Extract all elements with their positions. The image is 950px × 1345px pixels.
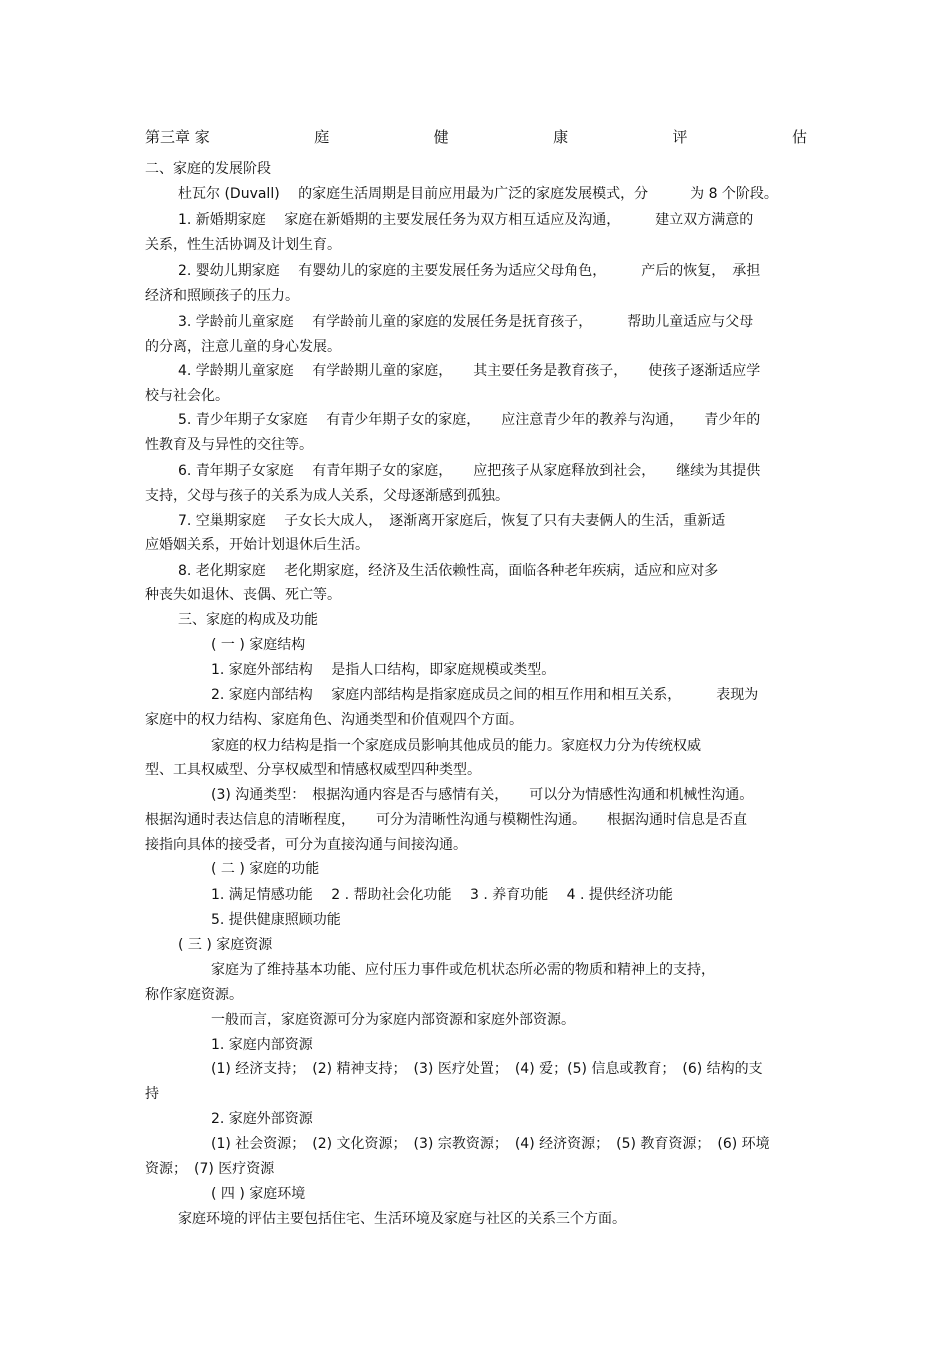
paragraph-line: (3) 沟通类型： 根据沟通内容是否与感情有关， 可以分为情感性沟通和机械性沟通。 xyxy=(211,787,754,803)
subsection-heading: ( 三 ) 家庭资源 xyxy=(178,937,273,953)
title-char: 估 xyxy=(791,128,807,146)
paragraph-line: 家庭为了维持基本功能、应付压力事件或危机状态所必需的物质和精神上的支持， xyxy=(211,962,715,978)
paragraph-line: 2. 家庭外部资源 xyxy=(211,1111,313,1127)
subsection-heading: ( 二 ) 家庭的功能 xyxy=(211,861,320,877)
paragraph-line: 家庭的权力结构是指一个家庭成员影响其他成员的能力。家庭权力分为传统权威 xyxy=(211,738,701,754)
subsection-heading: ( 一 ) 家庭结构 xyxy=(211,637,306,653)
paragraph-line: 4. 学龄期儿童家庭 有学龄期儿童的家庭， 其主要任务是教育孩子， 使孩子逐渐适应学 xyxy=(178,363,761,379)
paragraph-line: 经济和照顾孩子的压力。 xyxy=(145,288,299,304)
title-char: 评 xyxy=(672,128,688,146)
paragraph-line: 支持，父母与孩子的关系为成人关系，父母逐渐感到孤独。 xyxy=(145,488,509,504)
paragraph-line: 5. 青少年期子女家庭 有青少年期子女的家庭， 应注意青少年的教养与沟通， 青少年的 xyxy=(178,412,761,428)
paragraph-line: 6. 青年期子女家庭 有青年期子女的家庭， 应把孩子从家庭释放到社会， 继续为其提供 xyxy=(178,463,761,479)
subsection-heading: ( 四 ) 家庭环境 xyxy=(211,1186,306,1202)
paragraph-line: 7. 空巢期家庭 子女长大成人， 逐渐离开家庭后，恢复了只有夫妻俩人的生活，重新适 xyxy=(178,513,726,529)
paragraph-line: 型、工具权威型、分享权威型和情感权威型四种类型。 xyxy=(145,762,481,778)
paragraph-line: 接指向具体的接受者，可分为直接沟通与间接沟通。 xyxy=(145,837,467,853)
paragraph-line: 校与社会化。 xyxy=(145,388,229,404)
paragraph-line: 一般而言，家庭资源可分为家庭内部资源和家庭外部资源。 xyxy=(211,1012,575,1028)
paragraph-line: 称作家庭资源。 xyxy=(145,987,243,1003)
paragraph-line: 2. 家庭内部结构 家庭内部结构是指家庭成员之间的相互作用和相互关系， 表现为 xyxy=(211,687,759,703)
paragraph-line: 性教育及与异性的交往等。 xyxy=(145,437,313,453)
paragraph-line: 的分离，注意儿童的身心发展。 xyxy=(145,339,341,355)
paragraph-line: 持 xyxy=(145,1086,159,1102)
paragraph-line: 1. 家庭内部资源 xyxy=(211,1037,313,1053)
paragraph-line: 1. 家庭外部结构 是指人口结构，即家庭规模或类型。 xyxy=(211,662,556,678)
paragraph-line: 1. 新婚期家庭 家庭在新婚期的主要发展任务为双方相互适应及沟通， 建立双方满意的 xyxy=(178,212,754,228)
title-char: 第三章 家 xyxy=(145,128,210,146)
section-heading: 三、家庭的构成及功能 xyxy=(178,612,318,628)
paragraph-line: 5. 提供健康照顾功能 xyxy=(211,912,341,928)
paragraph-line: 家庭环境的评估主要包括住宅、生活环境及家庭与社区的关系三个方面。 xyxy=(178,1211,626,1227)
title-char: 康 xyxy=(553,128,569,146)
paragraph-line: 根据沟通时表达信息的清晰程度， 可分为清晰性沟通与模糊性沟通。 根据沟通时信息是否直 xyxy=(145,812,747,828)
paragraph-line: (1) 社会资源； (2) 文化资源； (3) 宗教资源； (4) 经济资源； (5) 教育资源； (6) 环境 xyxy=(211,1136,770,1152)
paragraph-line: 关系，性生活协调及计划生育。 xyxy=(145,237,341,253)
paragraph-line: 杜瓦尔 (Duvall) 的家庭生活周期是目前应用最为广泛的家庭发展模式，分 为 8 个阶段。 xyxy=(178,186,778,202)
paragraph-line: 资源； (7) 医疗资源 xyxy=(145,1161,275,1177)
title-char: 健 xyxy=(433,128,449,146)
chapter-title xyxy=(145,127,807,147)
paragraph-line: (1) 经济支持； (2) 精神支持； (3) 医疗处置； (4) 爱；(5) 信息或教育； (6) 结构的支 xyxy=(211,1061,763,1077)
paragraph-line: 3. 学龄前儿童家庭 有学龄前儿童的家庭的发展任务是抚育孩子， 帮助儿童适应与父母 xyxy=(178,314,754,330)
paragraph-line: 1. 满足情感功能 2 . 帮助社会化功能 3 . 养育功能 4 . 提供经济功能 xyxy=(211,887,673,903)
paragraph-line: 种丧失如退休、丧偶、死亡等。 xyxy=(145,587,341,603)
title-char: 庭 xyxy=(314,128,330,146)
paragraph-line: 应婚姻关系，开始计划退休后生活。 xyxy=(145,537,369,553)
section-heading: 二、家庭的发展阶段 xyxy=(145,161,271,177)
paragraph-line: 2. 婴幼儿期家庭 有婴幼儿的家庭的主要发展任务为适应父母角色， 产后的恢复， 承担 xyxy=(178,263,761,279)
paragraph-line: 家庭中的权力结构、家庭角色、沟通类型和价值观四个方面。 xyxy=(145,712,523,728)
paragraph-line: 8. 老化期家庭 老化期家庭，经济及生活依赖性高，面临各种老年疾病，适应和应对多 xyxy=(178,563,719,579)
